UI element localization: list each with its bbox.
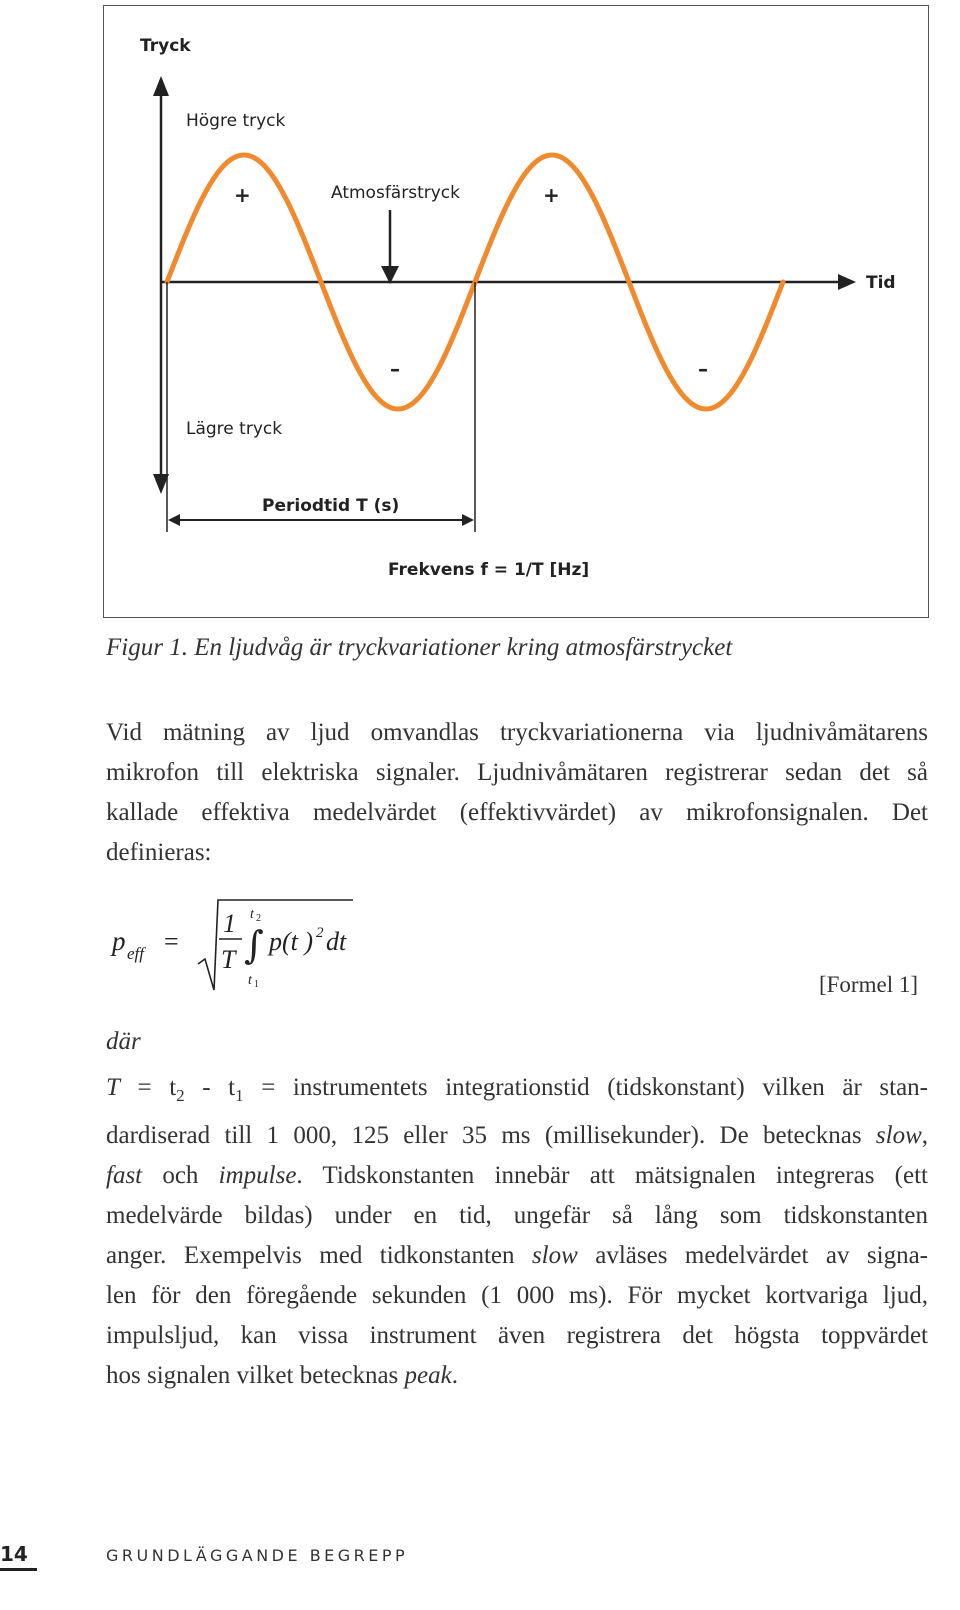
text-fragment: fast: [106, 1162, 143, 1189]
text-fragment: hos signalen vilket betecknas: [106, 1362, 405, 1389]
lower-pressure-label: Lägre tryck: [186, 419, 283, 439]
text-line: mikrofon till elektriska signaler. Ljudnivåmätaren registrerar sedan det så: [106, 759, 928, 786]
text-line: [106, 1156, 928, 1196]
formula-p: p: [112, 926, 126, 956]
text-line: len för den föregående sekunden (1 000 ms). För mycket kortvariga ljud,: [106, 1282, 928, 1309]
text-line: definieras:: [106, 839, 212, 866]
period-arrow-left: [168, 514, 180, 526]
rms-formula: [0, 880, 960, 1010]
page-footer: [0, 1538, 960, 1578]
text-line: [106, 1068, 928, 1116]
time-axis-arrow: [838, 274, 856, 290]
formula-equals: =: [164, 927, 179, 956]
formula-integrand: p(t ): [269, 927, 314, 956]
formula-denominator: T: [221, 945, 236, 974]
integral-sign: ∫: [244, 923, 264, 967]
text-line: [106, 1356, 928, 1396]
where-label: där: [106, 1028, 141, 1055]
page-number-rule: [0, 1568, 37, 1571]
pressure-wave-figure: [0, 0, 960, 625]
text-fragment: slow: [875, 1122, 922, 1149]
text-fragment: .: [451, 1362, 458, 1389]
section-title: GRUNDLÄGGANDE BEGREPP: [106, 1546, 409, 1565]
integral-lower-limit: t: [248, 973, 252, 988]
text-line: [106, 1116, 928, 1156]
integral-upper-limit: t: [250, 907, 254, 922]
intro-paragraph: [106, 713, 928, 873]
text-fragment: T: [106, 1074, 120, 1101]
formula-differential: dt: [326, 927, 347, 956]
x-axis-label: Tid: [866, 273, 896, 293]
subscript: 2: [176, 1086, 185, 1105]
text-line: impulsljud, kan vissa instrument även registrera det högsta toppvärdet: [106, 1322, 928, 1349]
text-line: medelvärde bildas) under en tid, ungefär så lång som tidskonstanten: [106, 1202, 928, 1229]
text-line: kallade effektiva medelvärdet (effektivvärdet) av mikrofonsignalen. Det: [106, 799, 928, 826]
definition-paragraph: [106, 1068, 928, 1396]
text-fragment: = instrumentets integrationstid (tidskonstant) vilken är stan-: [243, 1074, 929, 1101]
text-fragment: - t: [184, 1074, 236, 1101]
text-line: [106, 1236, 928, 1276]
formula-eff-subscript: eff: [127, 944, 144, 963]
higher-pressure-label: Högre tryck: [186, 111, 286, 131]
subscript: 1: [235, 1086, 244, 1105]
plus-sign-second-peak: +: [543, 183, 560, 207]
plus-sign-first-peak: +: [234, 183, 251, 207]
minus-sign-first-trough: –: [390, 357, 400, 381]
text-fragment: dardiserad till 1 000, 125 eller 35 ms (millisekunder). De betecknas: [106, 1122, 876, 1149]
text-line: Vid mätning av ljud omvandlas tryckvariationerna via ljudnivåmätarens: [106, 719, 928, 746]
page-number: 14: [0, 1542, 28, 1566]
formula-reference: [Formel 1]: [818, 972, 918, 997]
formula-numerator: 1: [223, 909, 236, 938]
y-axis-label: Tryck: [140, 36, 191, 56]
text-fragment: . Tidskonstanten innebär att mätsignalen integreras (ett: [296, 1162, 928, 1189]
text-fragment: avläses medelvärdet av signa-: [577, 1242, 928, 1269]
text-fragment: = t: [119, 1074, 177, 1101]
text-fragment: peak: [404, 1362, 452, 1389]
text-fragment: anger. Exempelvis med tidkonstanten: [106, 1242, 532, 1269]
figure-caption: Figur 1. En ljudvåg är tryckvariationer kring atmosfärstrycket: [106, 634, 733, 661]
formula-exponent: 2: [316, 925, 324, 941]
frequency-label: Frekvens f = 1/T [Hz]: [388, 560, 590, 580]
integral-lower-limit-sub: 1: [254, 979, 259, 990]
integral-upper-limit-sub: 2: [256, 913, 261, 924]
minus-sign-second-trough: –: [698, 357, 708, 381]
period-label: Periodtid T (s): [262, 496, 400, 516]
text-fragment: och: [142, 1162, 219, 1189]
atmospheric-pressure-label: Atmosfärstryck: [331, 183, 460, 203]
text-fragment: impulse: [218, 1162, 297, 1189]
text-fragment: ,: [921, 1122, 928, 1149]
text-fragment: slow: [531, 1242, 578, 1269]
pressure-axis-arrow-up: [153, 76, 169, 96]
period-arrow-right: [462, 514, 474, 526]
